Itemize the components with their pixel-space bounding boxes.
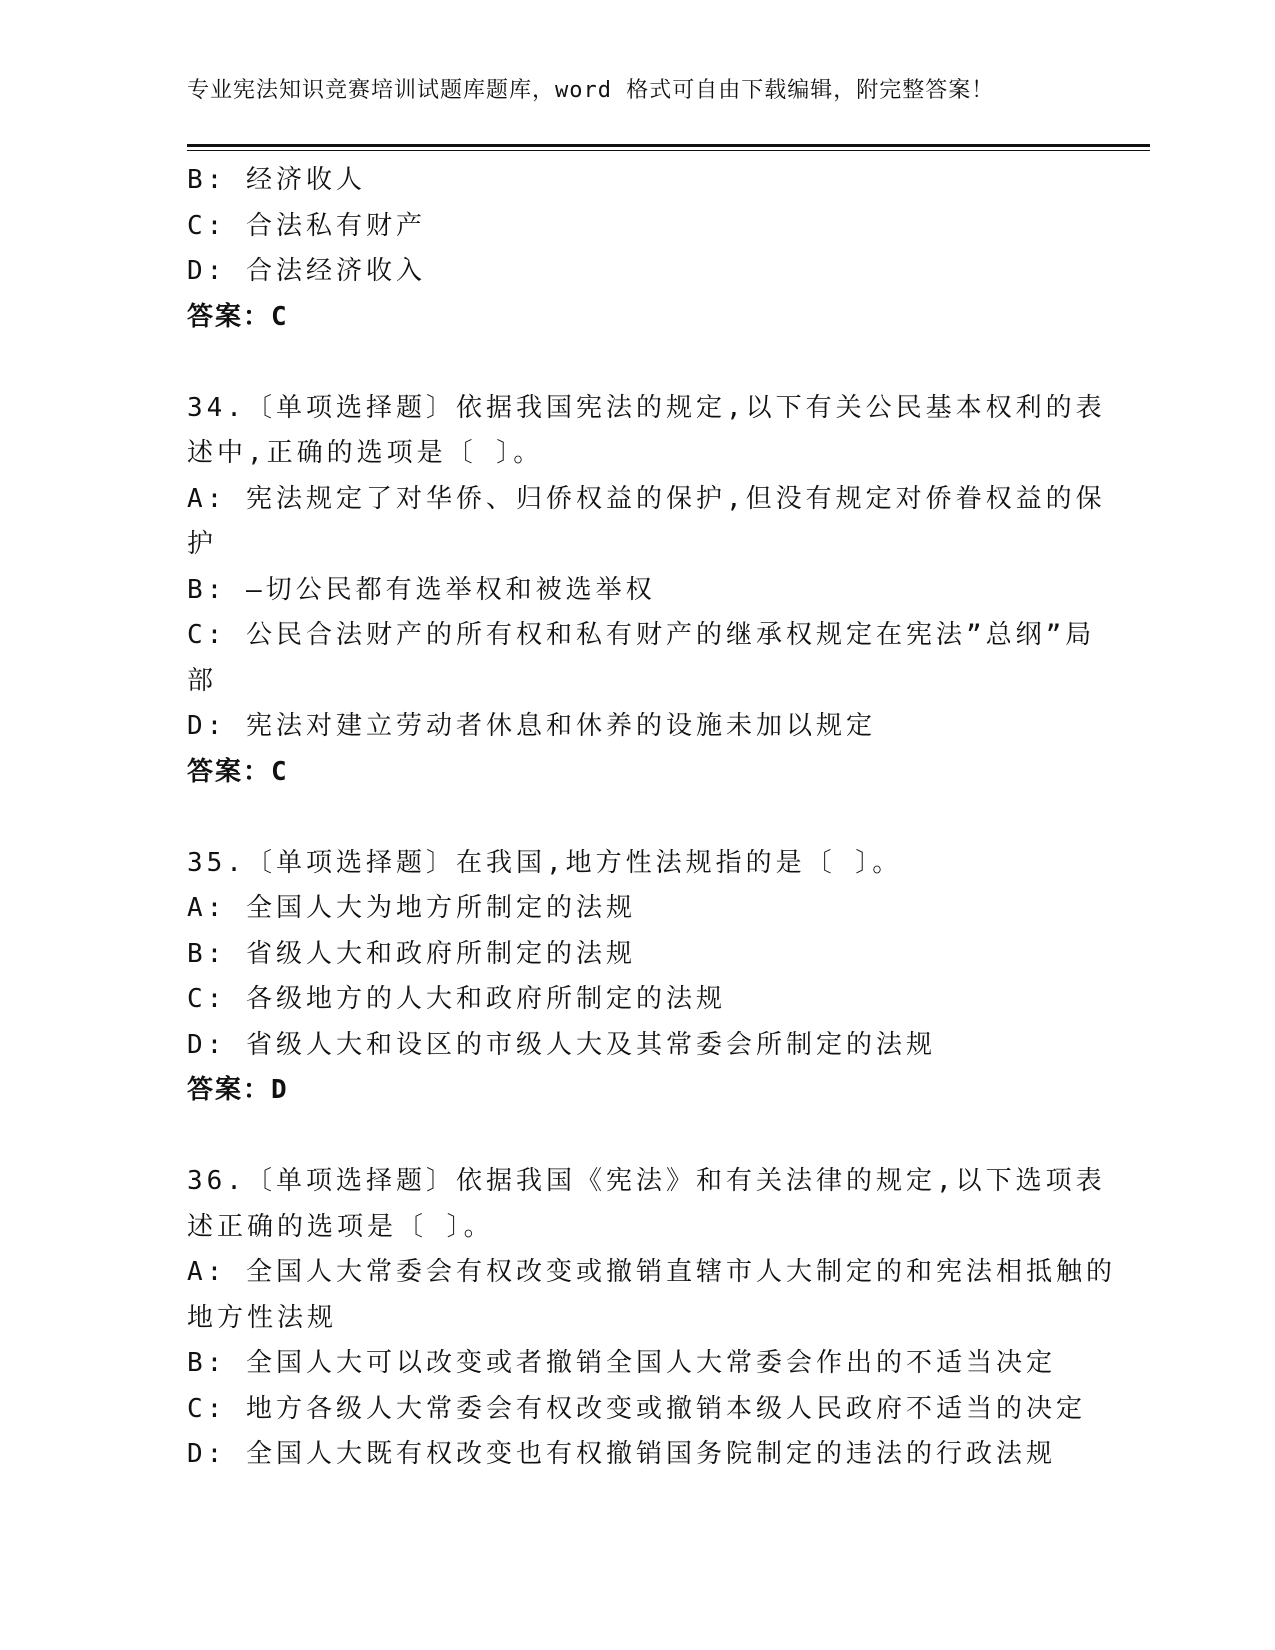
header-rule-thick bbox=[187, 144, 1150, 147]
option-line: A: 全国人大常委会有权改变或撤销直辖市人大制定的和宪法相抵触的 bbox=[187, 1257, 1116, 1287]
option-line: C: 地方各级人大常委会有权改变或撤销本级人民政府不适当的决定 bbox=[187, 1393, 1086, 1424]
option-line: B: 经济收人 bbox=[187, 165, 366, 195]
option-line: A: 全国人大为地方所制定的法规 bbox=[187, 893, 636, 923]
option-line: D: 宪法对建立劳动者休息和休养的设施未加以规定 bbox=[187, 711, 876, 741]
option-line: C: 公民合法财产的所有权和私有财产的继承权规定在宪法”总纲”局 bbox=[187, 620, 1096, 650]
option-line: B: —切公民都有选举权和被选举权 bbox=[187, 574, 656, 605]
option-line: 护 bbox=[187, 529, 218, 559]
answer-line: 答案：C bbox=[187, 301, 289, 332]
question-stem-line: 35.〔单项选择题〕在我国,地方性法规指的是〔 〕。 bbox=[187, 847, 903, 878]
option-line: 部 bbox=[187, 665, 218, 696]
question-content bbox=[187, 158, 1116, 1478]
answer-line: 答案：C bbox=[187, 756, 289, 787]
option-line: D: 全国人大既有权改变也有权撤销国务院制定的违法的行政法规 bbox=[187, 1439, 1056, 1469]
question-stem-line: 34.〔单项选择题〕依据我国宪法的规定,以下有关公民基本权利的表 bbox=[187, 392, 1106, 423]
header-rule-thin bbox=[187, 150, 1150, 151]
option-line: C: 合法私有财产 bbox=[187, 210, 426, 241]
option-line: 地方性法规 bbox=[187, 1302, 338, 1333]
option-line: C: 各级地方的人大和政府所制定的法规 bbox=[187, 984, 726, 1014]
question-stem-line: 述中,正确的选项是〔 〕。 bbox=[187, 438, 544, 468]
question-stem-line: 36.〔单项选择题〕依据我国《宪法》和有关法律的规定,以下选项表 bbox=[187, 1166, 1106, 1196]
option-line: A: 宪法规定了对华侨、归侨权益的保护,但没有规定对侨眷权益的保 bbox=[187, 483, 1106, 514]
option-line: B: 全国人大可以改变或者撤销全国人大常委会作出的不适当决定 bbox=[187, 1348, 1056, 1378]
option-line: D: 省级人大和设区的市级人大及其常委会所制定的法规 bbox=[187, 1029, 936, 1060]
option-line: B: 省级人大和政府所制定的法规 bbox=[187, 938, 636, 969]
answer-line: 答案：D bbox=[187, 1075, 289, 1105]
spacer bbox=[187, 795, 1087, 841]
header-note: 专业宪法知识竞赛培训试题库题库，word 格式可自由下载编辑，附完整答案！ bbox=[187, 78, 995, 103]
question-stem-line: 述正确的选项是〔 〕。 bbox=[187, 1211, 494, 1242]
option-line: D: 合法经济收入 bbox=[187, 256, 426, 286]
spacer bbox=[187, 340, 1087, 386]
spacer bbox=[187, 1114, 1087, 1160]
